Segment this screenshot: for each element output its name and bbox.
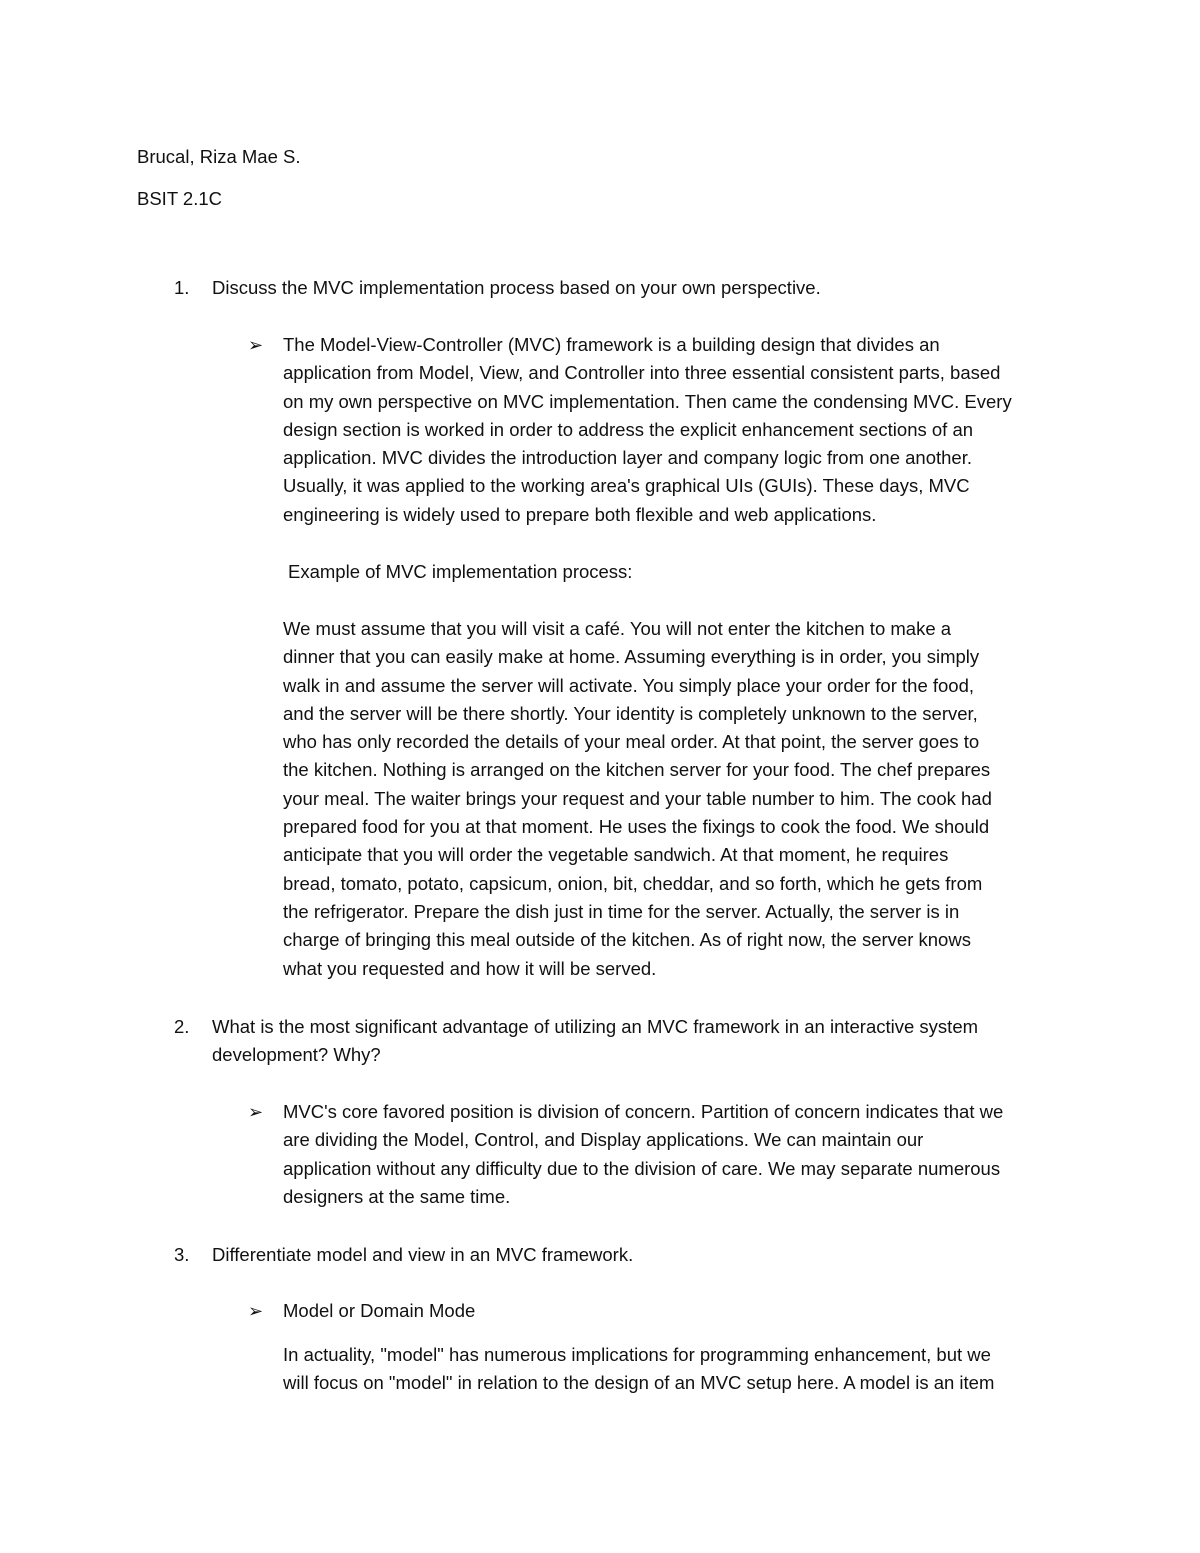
arrow-bullet-icon: ➢: [248, 1301, 264, 1321]
example-heading: Example of MVC implementation process:: [288, 561, 633, 582]
question-1-number: 1.: [174, 277, 190, 298]
answer-line: MVC's core favored position is division of concern. Partition of concern indicates that we: [283, 1101, 1004, 1122]
answer-line: application from Model, View, and Controller into three essential consistent parts, based: [283, 362, 1001, 384]
answer-line: engineering is widely used to prepare both flexible and web applications.: [283, 503, 877, 525]
answer-line: are dividing the Model, Control, and Display applications. We can maintain our: [283, 1129, 924, 1151]
answer-line: application. MVC divides the introduction layer and company logic from one another.: [283, 447, 972, 469]
example-line: the kitchen. Nothing is arranged on the kitchen server for your food. The chef prepares: [283, 759, 991, 781]
answer-line: In actuality, "model" has numerous implications for programming enhancement, but we: [283, 1344, 991, 1365]
arrow-bullet-icon: ➢: [248, 1102, 264, 1122]
student-name: Brucal, Riza Mae S.: [137, 146, 301, 167]
question-line: What is the most significant advantage of utilizing an MVC framework in an interactive system: [212, 1016, 979, 1037]
answer-line: designers at the same time.: [283, 1185, 511, 1207]
example-line: anticipate that you will order the vegetable sandwich. At that moment, he requires: [283, 844, 949, 866]
example-paragraph: [283, 615, 992, 983]
example-line: bread, tomato, potato, capsicum, onion, bit, cheddar, and so forth, which he gets from: [283, 872, 983, 894]
question-3-number: 3.: [174, 1244, 190, 1265]
question-2-text: [212, 1013, 978, 1070]
answer-line: on my own perspective on MVC implementation. Then came the condensing MVC. Every: [283, 390, 1012, 412]
question-3-answer: [283, 1341, 994, 1398]
question-1-answer: [283, 331, 1012, 529]
example-line: what you requested and how it will be served.: [283, 957, 657, 979]
example-line: and the server will be there shortly. Your identity is completely unknown to the server,: [283, 702, 978, 724]
example-line: dinner that you can easily make at home. Assuming everything is in order, you simply: [283, 646, 980, 668]
example-line: prepared food for you at that moment. He uses the fixings to cook the food. We should: [283, 816, 990, 838]
answer-line: design section is worked in order to address the explicit enhancement sections of an: [283, 418, 974, 440]
arrow-bullet-icon: ➢: [248, 335, 264, 355]
example-line: walk in and assume the server will activate. You simply place your order for the food,: [283, 674, 975, 696]
answer-line: The Model-View-Controller (MVC) framework is a building design that divides an: [283, 334, 940, 355]
student-section: BSIT 2.1C: [137, 188, 223, 209]
answer-line: will focus on "model" in relation to the design of an MVC setup here. A model is an item: [283, 1372, 995, 1394]
question-line: development? Why?: [212, 1044, 381, 1066]
answer-line: Usually, it was applied to the working area's graphical UIs (GUIs). These days, MVC: [283, 475, 970, 497]
answer-line: application without any difficulty due to the division of care. We may separate numerous: [283, 1157, 1001, 1179]
example-line: charge of bringing this meal outside of the kitchen. As of right now, the server knows: [283, 929, 971, 951]
example-line: the refrigerator. Prepare the dish just in time for the server. Actually, the server is in: [283, 900, 960, 922]
example-line: We must assume that you will visit a café. You will not enter the kitchen to make a: [283, 618, 952, 639]
question-1-text: Discuss the MVC implementation process based on your own perspective.: [212, 277, 821, 298]
model-subheading: Model or Domain Mode: [283, 1300, 476, 1321]
question-3-text: Differentiate model and view in an MVC framework.: [212, 1244, 634, 1265]
example-line: who has only recorded the details of your meal order. At that point, the server goes to: [283, 731, 980, 753]
question-2-number: 2.: [174, 1016, 190, 1037]
example-line: your meal. The waiter brings your request and your table number to him. The cook had: [283, 787, 992, 809]
question-2-answer: [283, 1098, 1003, 1211]
